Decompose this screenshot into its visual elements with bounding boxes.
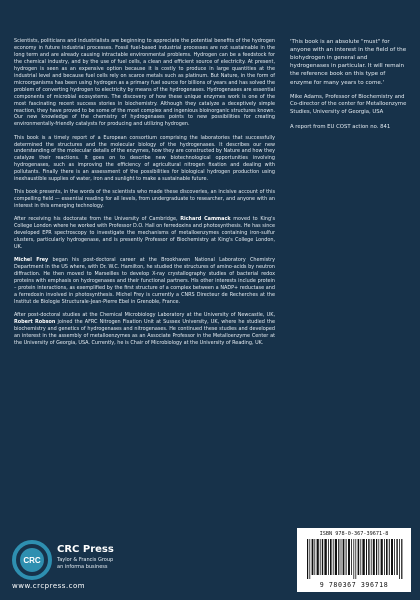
bio-text-pre: After receiving his doctorate from the University of Cambridge,: [14, 216, 181, 223]
publisher-url[interactable]: www.crcpress.com: [12, 582, 86, 590]
blurb-paragraph-1: Scientists, politicians and industrialists are beginning to appreciate the potential benefits of the hydrogen economy in future industrial processes. Fossil fuel-based industrial processes are not sustainable in the long term and are already causing intractable environmental problems. Hydrogen can be a feedstock for the chemical industry, and by the use of fuel cells, a clean and efficient source of electricity. At present, hydrogen is seen as an expensive option because it is costly to produce in large quantities at the industrial level and because fuel cells rely on scarce metals such as platinum. But Nature, in the form of microorganisms has been using hydrogen as a primary fuel source for billions of years and has solved the problem of converting hydrogen to electricity by means of the hydrogenases. Hydrogenases are essential components of microbial ecosystems. The discovery of how these unique enzymes work is one of the most fascinating recent success stories in biochemistry. Although they catalyze a deceptively simple reaction, they have proved to be some of the most complex and ingenious bioinorganic structures known. Our new knowledge of the chemistry of hydrogenases points to new possibilities for creating environmentally-friendly catalysts for producing and utilizing hydrogen.: [14, 38, 275, 128]
isbn-barcode: [297, 528, 411, 592]
blurb-paragraph-3: This book presents, in the words of the scientists who made these discoveries, an incisive account of this compelling field — essential reading for all levels, from undergraduate to researcher, and anyone with an interest in this emerging technology.: [14, 189, 275, 210]
bio-text-post: began his post-doctoral career at the Brookhaven National Laboratory Chemistry Department in the US where, with Dr. W.C. Hamilton, he studied the structures of amino-acids by neutron diffraction. He then moved to Marseilles to develop X-ray crystallography studies of bacterial redox proteins with emphasis on hydrogenases and their functional partners. His other interests include protein – protein interactions, as exemplified by the first structure of a complex between a NADP+ reductase and a ferredoxin involved in photosynthesis. Michel Frey is currently a CNRS Directeur de Recherches at the Institut de Biologie Structurale-Jean-Pierre Ebel in Grenoble, France.: [14, 257, 275, 306]
bio-richard-cammack: [14, 216, 275, 251]
author-name: Richard Cammack: [180, 216, 231, 223]
author-name: Robert Robson: [14, 319, 56, 326]
bio-text-post: joined the AFRC Nitrogen Fixation Unit at Sussex University, UK, where he studied the biochemistry and genetics of hydrogenases and nitrogenases. He continued these studies and developed an interest in the assembly of metalloenzymes as an Associate Professor in the Metalloenzyme Center at the University of Georgia, USA. Currently, he is Chair of Microbiology at the University of Reading, UK.: [14, 319, 275, 347]
eu-cost-note: A report from EU COST action no. 841: [290, 123, 391, 130]
publisher-name: CRC Press: [57, 544, 114, 555]
barcode-bars: [307, 539, 403, 579]
endorsement-quote: 'This book is an absolute "must" for anyone with an interest in the field of the biohydrogen in general and hydrogenases in particular. It will remain the reference book on this type of enzyme for many years to come.': [290, 39, 407, 86]
crc-logo-icon: [12, 540, 52, 580]
publisher-group: Taylor & Francis Group: [57, 557, 114, 563]
bio-text-pre: After post-doctoral studies at the Chemical Microbiology Laboratory at the University of Newcastle, UK,: [14, 312, 275, 319]
bio-text-post: moved to King's College London where he worked with Professor D.O. Hall on ferredoxins and photosynthesis. He has since developed EPR spectroscopy to investigate the mechanisms of metalloenzymes containing iron-sulfur clusters, particularly hydrogenase, and is presently Professor of Biochemistry at King's College London, UK.: [14, 216, 276, 251]
bio-robert-robson: [14, 312, 275, 347]
endorsement-attribution: Mike Adams, Professor of Biochemistry and Co-director of the center for Metalloenzyme Studies, University of Georgia, USA: [290, 93, 407, 115]
side-column: [290, 38, 408, 138]
bio-michel-frey: [14, 257, 275, 306]
isbn-label: ISBN 978-0-367-39671-8: [319, 531, 389, 537]
blurb-paragraph-2: This book is a timely report of a European consortium comprising the laboratories that successfully determined the structures and the molecular biology of the hydrogenases. It describes our new understanding of the molecular details of the enzymes, how they are constructed by Nature and how they catalyze their reactions. It goes on to describe new biotechnological opportunities involving hydrogenases, such as improving the efficiency of agricultural nitrogen fixation and dealing with pollutants. Finally there is an assessment of the possibilities for biological hydrogen production using inexhaustible supplies of water, iron and sunlight to make a sustainable future.: [14, 134, 275, 183]
author-name: Michel Frey: [14, 257, 49, 264]
barcode-number: 9 780367 396718: [319, 581, 389, 589]
crc-logo-text: CRC: [23, 556, 41, 565]
crc-logo: [12, 540, 52, 580]
main-text-column: [14, 38, 275, 353]
publisher-tagline: an informa business: [57, 564, 108, 570]
